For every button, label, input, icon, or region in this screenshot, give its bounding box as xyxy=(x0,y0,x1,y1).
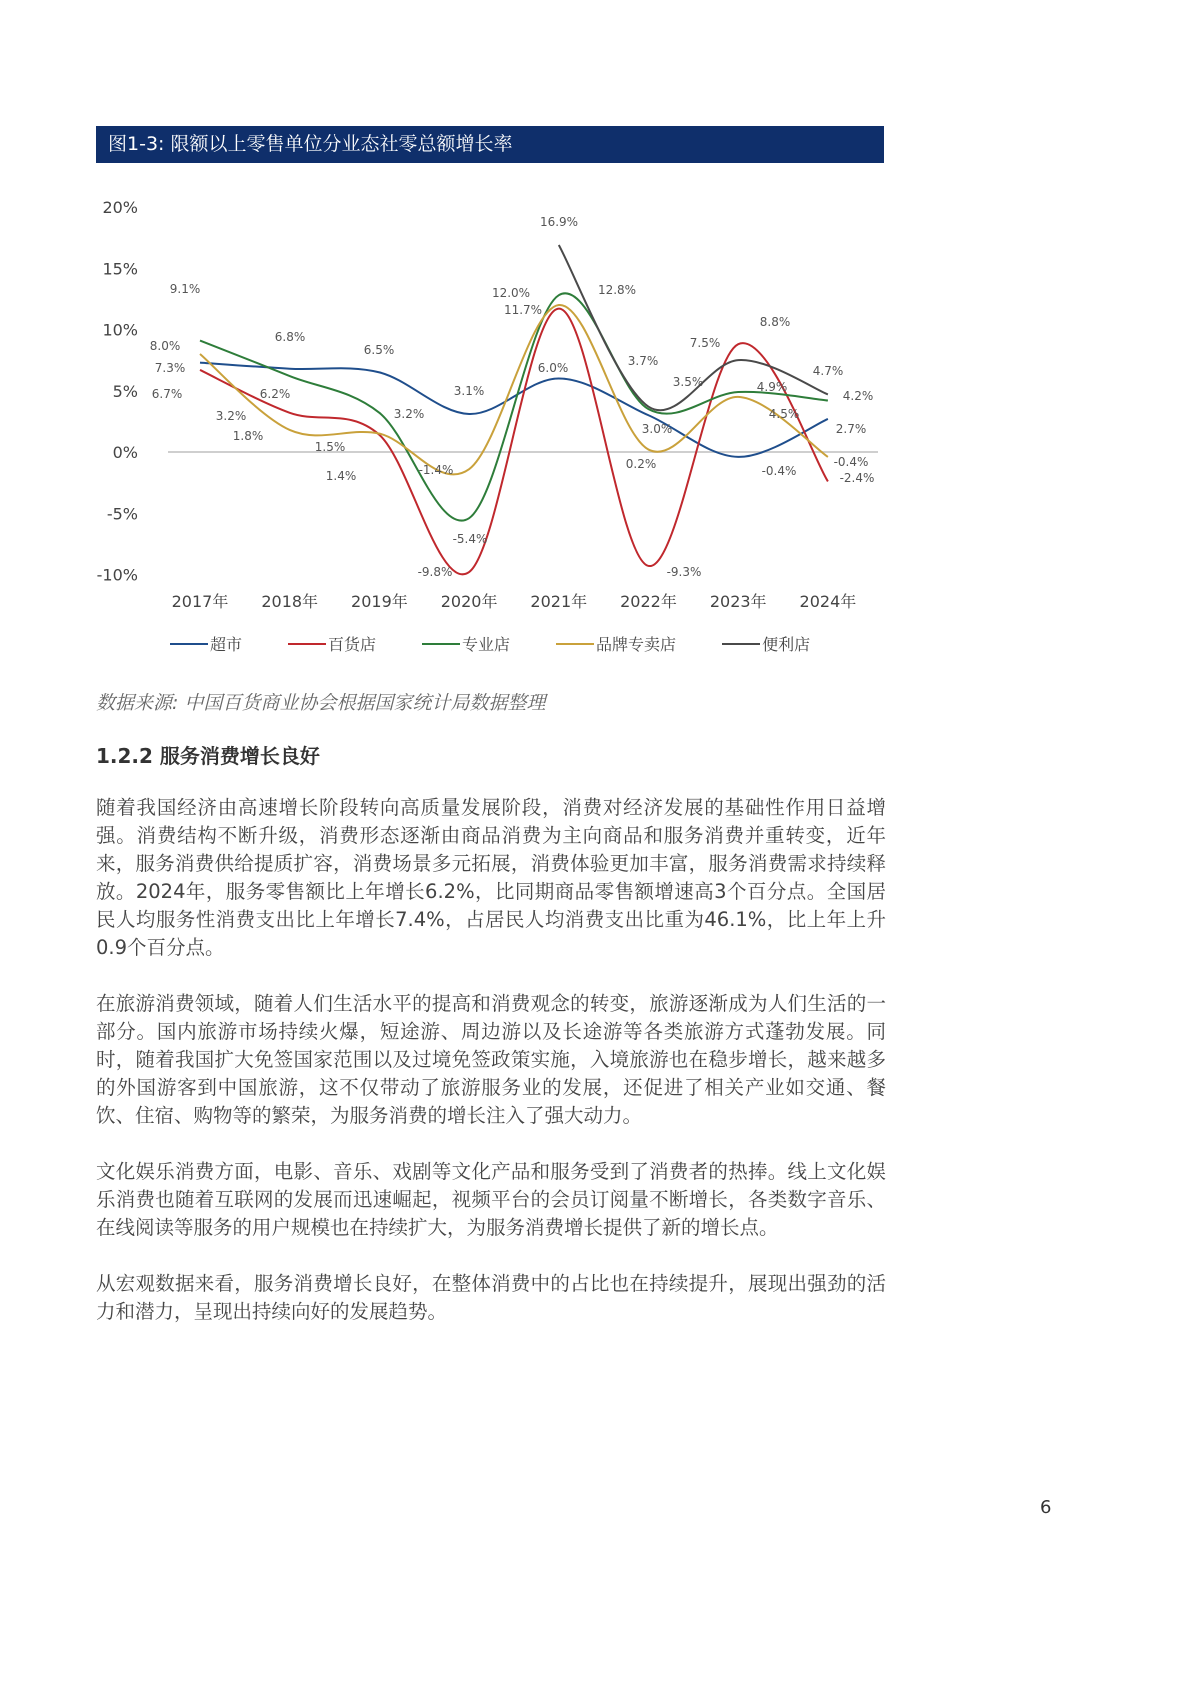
line-chart xyxy=(0,0,1200,630)
legend-item xyxy=(288,632,376,655)
x-tick-label: 2023年 xyxy=(709,592,767,611)
data-label: 0.2% xyxy=(625,457,657,471)
data-label: 11.7% xyxy=(503,303,543,317)
data-label: 3.2% xyxy=(215,409,247,423)
data-label: -0.4% xyxy=(761,464,797,478)
data-label: 6.0% xyxy=(537,361,569,375)
y-tick-label: 20% xyxy=(102,198,138,217)
legend-label: 超市 xyxy=(210,635,243,654)
data-label: 9.1% xyxy=(169,282,201,296)
legend-swatch xyxy=(422,643,460,645)
paragraph: 随着我国经济由高速增长阶段转向高质量发展阶段，消费对经济发展的基础性作用日益增强。消费结构不断升级，消费形态逐渐由商品消费为主向商品和服务消费并重转变，近年来，服务消费供给提质扩容，消费场景多元拓展，消费体验更加丰富，服务消费需求持续释放。2024年，服务零售额比上年增长6.2%，比同期商品零售额增速高3个百分点。全国居民人均服务性消费支出比上年增长7.4%，占居民人均消费支出比重为46.1%，比上年上升0.9个百分点。 xyxy=(96,796,886,959)
legend-label: 百货店 xyxy=(328,635,377,654)
legend-swatch xyxy=(170,643,208,645)
data-label: 1.8% xyxy=(232,429,264,443)
data-label: -1.4% xyxy=(418,463,454,477)
y-tick-label: 5% xyxy=(112,381,138,401)
data-label: 12.8% xyxy=(597,283,637,297)
data-label: 3.1% xyxy=(453,384,485,398)
legend-label: 品牌专卖店 xyxy=(596,635,677,654)
legend-item xyxy=(722,632,810,655)
data-label: 3.5% xyxy=(672,375,704,389)
data-source: 数据来源: 中国百货商业协会根据国家统计局数据整理 xyxy=(96,692,546,714)
data-label: -5.4% xyxy=(452,532,488,546)
legend-label: 专业店 xyxy=(462,635,511,654)
section-heading: 1.2.2 服务消费增长良好 xyxy=(96,744,320,768)
x-tick-label: 2022年 xyxy=(620,592,677,611)
page-number: 6 xyxy=(1040,1497,1052,1518)
y-tick-label: 10% xyxy=(102,320,138,340)
data-label: 8.0% xyxy=(149,339,181,353)
data-label: 4.2% xyxy=(842,389,874,403)
data-label: 3.7% xyxy=(627,354,659,368)
y-tick-label: 0% xyxy=(112,443,138,462)
data-label: 7.3% xyxy=(154,361,186,375)
series-line-3 xyxy=(200,293,828,520)
data-label: 12.0% xyxy=(491,286,531,300)
data-label: 4.9% xyxy=(756,380,788,394)
legend-swatch xyxy=(556,643,594,645)
data-label: 1.4% xyxy=(325,469,357,483)
x-tick-label: 2019年 xyxy=(351,592,408,611)
y-tick-label: -5% xyxy=(106,504,138,524)
data-label: 1.5% xyxy=(314,440,346,454)
legend-item xyxy=(170,632,242,655)
data-label: 4.5% xyxy=(768,407,800,421)
series-line-2 xyxy=(200,309,828,575)
legend-swatch xyxy=(288,643,326,645)
data-label: 2.7% xyxy=(835,422,867,436)
x-tick-label: 2020年 xyxy=(440,592,498,611)
data-label: 6.2% xyxy=(259,387,291,401)
data-label: 16.9% xyxy=(539,215,579,229)
paragraph: 从宏观数据来看，服务消费增长良好，在整体消费中的占比也在持续提升，展现出强劲的活力和潜力，呈现出持续向好的发展趋势。 xyxy=(96,1272,886,1323)
data-label: 6.5% xyxy=(363,343,395,357)
x-tick-label: 2024年 xyxy=(799,592,857,611)
x-tick-label: 2017年 xyxy=(171,592,229,611)
data-label: 3.2% xyxy=(393,407,425,421)
data-label: 6.8% xyxy=(274,330,306,344)
figure-title: 图1-3: 限额以上零售单位分业态社零总额增长率 xyxy=(96,126,884,163)
y-tick-label: 15% xyxy=(102,259,138,279)
legend-label: 便利店 xyxy=(762,635,811,654)
paragraph: 在旅游消费领域，随着人们生活水平的提高和消费观念的转变，旅游逐渐成为人们生活的一部分。国内旅游市场持续火爆，短途游、周边游以及长途游等各类旅游方式蓬勃发展。同时，随着我国扩大免签国家范围以及过境免签政策实施，入境旅游也在稳步增长，越来越多的外国游客到中国旅游，这不仅带动了旅游服务业的发展，还促进了相关产业如交通、餐饮、住宿、购物等的繁荣，为服务消费的增长注入了强大动力。 xyxy=(96,992,886,1127)
data-label: 6.7% xyxy=(151,387,183,401)
data-label: -2.4% xyxy=(839,471,875,485)
legend-item xyxy=(422,632,510,655)
chart-legend xyxy=(170,632,856,655)
data-label: 4.7% xyxy=(812,364,844,378)
data-label: 7.5% xyxy=(689,336,721,350)
data-label: -0.4% xyxy=(833,455,869,469)
legend-item xyxy=(556,632,676,655)
data-label: 8.8% xyxy=(759,315,791,329)
x-tick-label: 2021年 xyxy=(530,592,588,611)
data-label: -9.3% xyxy=(666,565,702,579)
legend-swatch xyxy=(722,643,760,645)
body-text xyxy=(96,794,886,1354)
data-label: 3.0% xyxy=(641,422,673,436)
y-tick-label: -10% xyxy=(96,565,138,585)
data-label: -9.8% xyxy=(417,565,453,579)
x-tick-label: 2018年 xyxy=(261,592,319,611)
paragraph: 文化娱乐消费方面，电影、音乐、戏剧等文化产品和服务受到了消费者的热捧。线上文化娱乐消费也随着互联网的发展而迅速崛起，视频平台的会员订阅量不断增长，各类数字音乐、在线阅读等服务的用户规模也在持续扩大，为服务消费增长提供了新的增长点。 xyxy=(96,1160,886,1239)
